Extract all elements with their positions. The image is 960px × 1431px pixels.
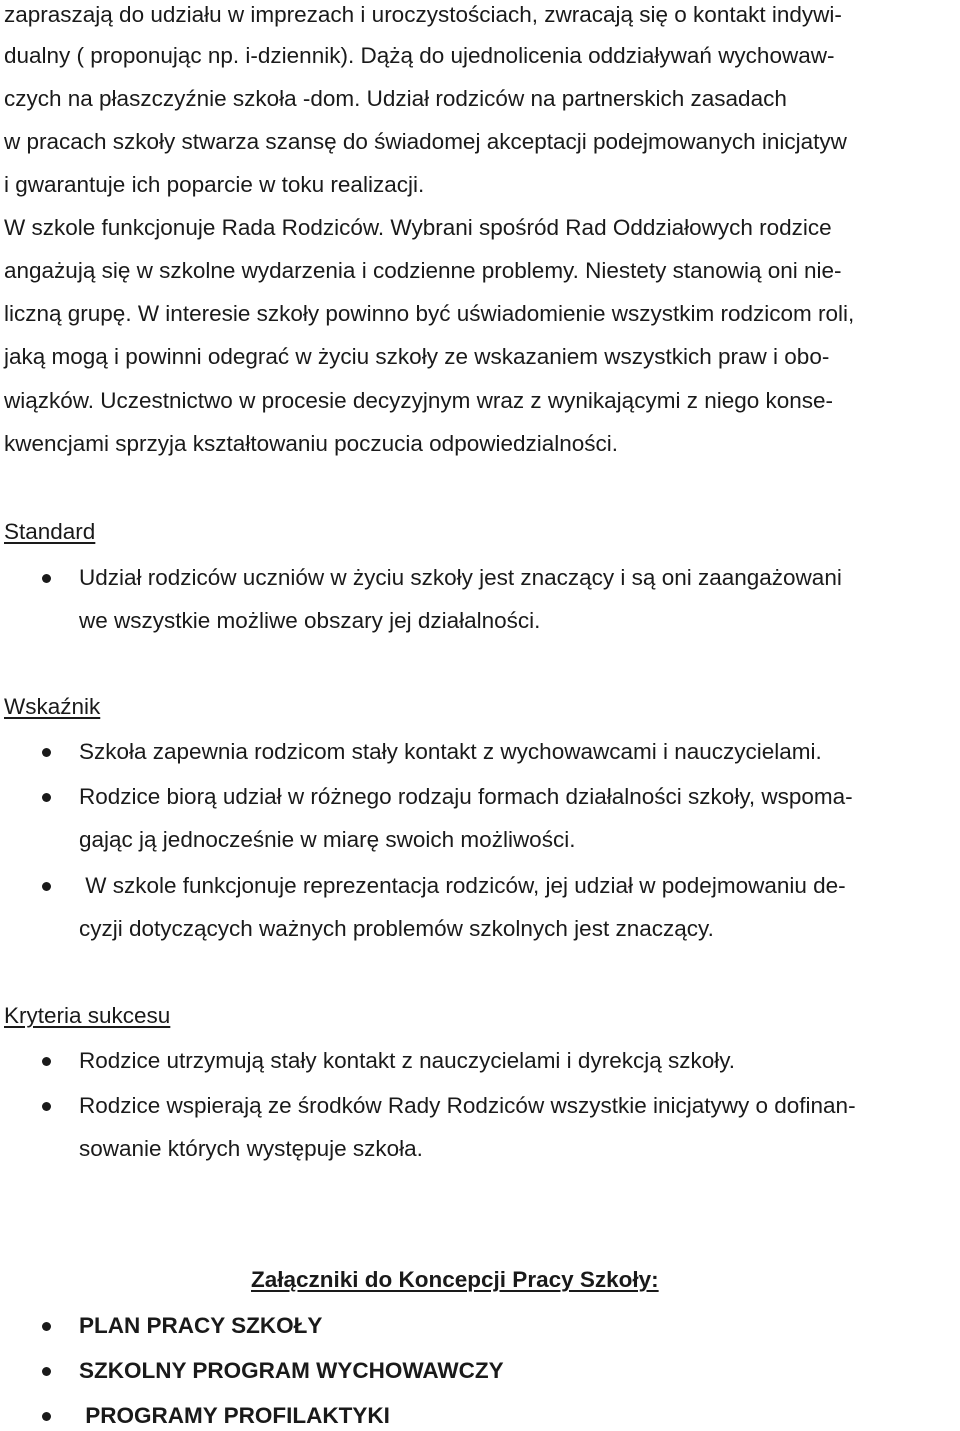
intro-line-6-text: W szkole funkcjonuje Rada Rodziców. Wybrani spośród Rad Oddziałowych rodzice — [4, 215, 832, 240]
standard-heading: Standard — [4, 519, 96, 544]
kryteria-item-1-line-1: Rodzice utrzymują stały kontakt z nauczycielami i dyrekcją szkoły. — [79, 1048, 736, 1073]
kryteria-item-2-line-1: Rodzice wspierają ze środków Rady Rodziców wszystkie inicjatywy o dofinan- — [79, 1093, 856, 1118]
intro-line-3-text: czych na płaszczyźnie szkoła -dom. Udział rodziców na partnerskich zasadach — [4, 86, 787, 111]
wskaznik-item-2-line-2: gając ją jednocześnie w miarę swoich możliwości. — [79, 827, 576, 852]
zalaczniki-item-2: SZKOLNY PROGRAM WYCHOWAWCZY — [79, 1358, 504, 1383]
intro-line-11-text: kwencjami sprzyja kształtowaniu poczucia odpowiedzialności. — [4, 431, 619, 456]
intro-line-3 — [4, 84, 787, 114]
wskaznik-bullet-1 — [42, 748, 51, 757]
standard-item-1-line-2: we wszystkie możliwe obszary jej działalności. — [79, 608, 541, 633]
intro-line-2 — [4, 41, 834, 71]
intro-line-6 — [4, 213, 832, 243]
wskaznik-item-2-line-1: Rodzice biorą udział w różnego rodzaju formach działalności szkoły, wspoma- — [79, 784, 853, 809]
intro-line-7-text: angażują się w szkolne wydarzenia i codzienne problemy. Niestety stanowią oni nie- — [4, 258, 842, 283]
intro-line-4-text: w pracach szkoły stwarza szansę do świadomej akceptacji podejmowanych inicjatyw — [4, 129, 847, 154]
intro-line-11 — [4, 429, 618, 459]
wskaznik-item-3-line-2: cyzji dotyczących ważnych problemów szkolnych jest znaczący. — [79, 916, 714, 941]
intro-line-9 — [4, 342, 829, 372]
standard-item-1-line-1: Udział rodziców uczniów w życiu szkoły jest znaczący i są oni zaangażowani — [79, 565, 842, 590]
zalaczniki-item-3: PROGRAMY PROFILAKTYKI — [79, 1403, 390, 1428]
intro-line-8-text: liczną grupę. W interesie szkoły powinno być uświadomienie wszystkim rodzicom roli, — [4, 301, 855, 326]
wskaznik-item-3-line-1: W szkole funkcjonuje reprezentacja rodziców, jej udział w podejmowaniu de- — [79, 873, 846, 898]
intro-line-5 — [4, 170, 424, 200]
intro-line-9-text: jaką mogą i powinni odegrać w życiu szkoły ze wskazaniem wszystkich praw i obo- — [4, 344, 830, 369]
wskaznik-heading: Wskaźnik — [4, 694, 101, 719]
intro-line-10 — [4, 386, 833, 416]
intro-line-10-text: wiązków. Uczestnictwo w procesie decyzyjnym wraz z wynikającymi z niego konse- — [4, 388, 834, 413]
wskaznik-item-1-line-1: Szkoła zapewnia rodzicom stały kontakt z wychowawcami i nauczycielami. — [79, 739, 822, 764]
intro-line-4 — [4, 127, 847, 157]
kryteria-bullet-1 — [42, 1057, 51, 1066]
zalaczniki-bullet-3 — [42, 1412, 51, 1421]
intro-line-5-text: i gwarantuje ich poparcie w toku realizacji. — [4, 172, 425, 197]
intro-line-1 — [4, 0, 956, 30]
kryteria-item-2-line-2: sowanie których występuje szkoła. — [79, 1136, 423, 1161]
zalaczniki-item-1: PLAN PRACY SZKOŁY — [79, 1313, 323, 1338]
wskaznik-bullet-3 — [42, 882, 51, 891]
intro-line-7 — [4, 256, 842, 286]
kryteria-heading: Kryteria sukcesu — [4, 1003, 171, 1028]
intro-line-8 — [4, 299, 854, 329]
zalaczniki-heading: Załączniki do Koncepcji Pracy Szkoły: — [251, 1267, 659, 1292]
zalaczniki-bullet-1 — [42, 1322, 51, 1331]
intro-line-2-text: dualny ( proponując np. i-dziennik). Dążą do ujednolicenia oddziaływań wychowaw- — [4, 43, 835, 68]
intro-line-1-text: zapraszają do udziału w imprezach i uroczystościach, zwracają się o kontakt indywi- — [4, 2, 842, 27]
kryteria-bullet-2 — [42, 1102, 51, 1111]
zalaczniki-bullet-2 — [42, 1367, 51, 1376]
wskaznik-bullet-2 — [42, 793, 51, 802]
standard-bullet-1 — [42, 574, 51, 583]
